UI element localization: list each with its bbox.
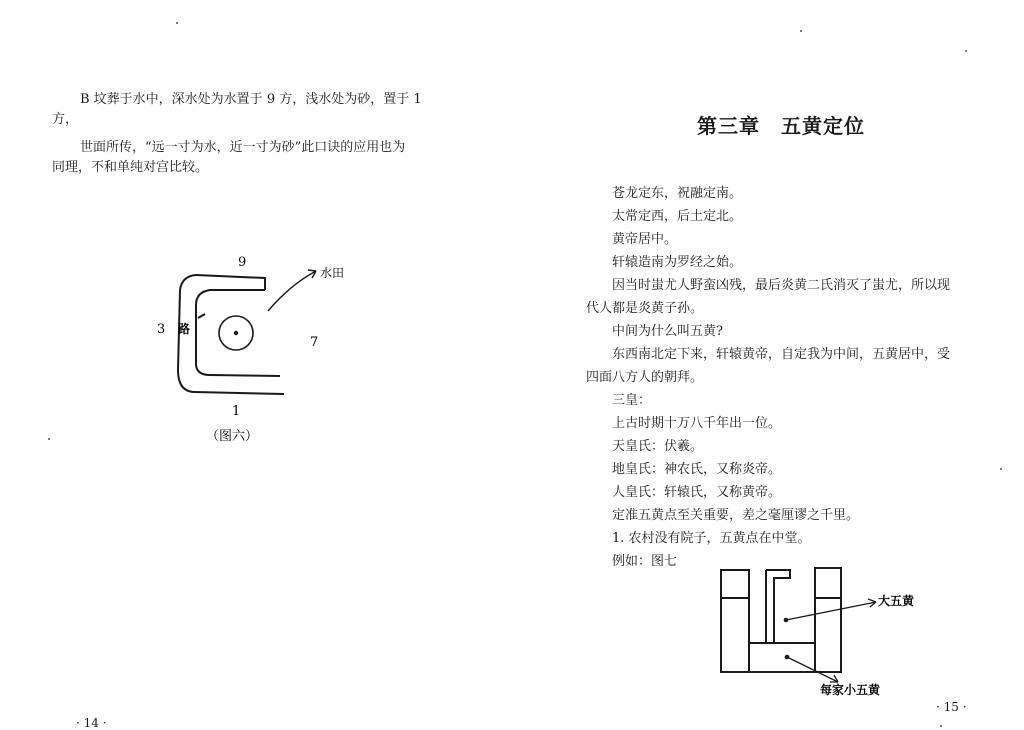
small-leader-line <box>787 657 838 682</box>
water-arrow-line <box>268 271 316 311</box>
scan-speck <box>1000 468 1002 470</box>
right-page <box>512 0 1024 730</box>
body-line: 代人都是炎黄子孙。 <box>586 301 704 316</box>
body-line: 东西南北定下来，轩辕黄帝，自定我为中间，五黄居中，受 <box>612 347 951 362</box>
big-leader-line <box>786 602 876 620</box>
water-field-label: 水田 <box>320 266 345 280</box>
label-nine: 9 <box>238 255 247 270</box>
body-line: 例如：图七 <box>612 554 678 569</box>
scan-speck <box>965 50 967 52</box>
right-column-room <box>815 568 841 672</box>
body-line: 定准五黄点至关重要，差之毫厘谬之千里。 <box>612 508 860 523</box>
body-line: 四面八方人的朝拜。 <box>586 370 704 385</box>
inner-left-wall-return <box>766 570 790 643</box>
body-line: 黄帝居中。 <box>612 232 678 247</box>
top-road-path <box>196 275 265 290</box>
scan-speck <box>800 30 802 32</box>
big-five-yellow-label: 大五黄 <box>878 594 915 608</box>
body-line: 天皇氏：伏羲。 <box>612 439 704 454</box>
label-one: 1 <box>232 404 241 419</box>
road-label: 路 <box>178 322 191 336</box>
figure-six <box>140 248 370 458</box>
para2-line1: 世面所传，“远一寸为水，近一寸为砂”此口诀的应用也为 <box>80 140 406 155</box>
figure-seven <box>712 560 922 700</box>
body-line: 因当时蚩尤人野蛮凶残，最后炎黄二氏消灭了蚩尤，所以现 <box>612 278 951 293</box>
page-number-right: · 15 · <box>936 700 967 714</box>
body-line: 中间为什么叫五黄? <box>612 324 723 339</box>
body-line: 轩辕造南为罗经之始。 <box>612 255 743 270</box>
para1-line2: 方， <box>52 112 79 127</box>
label-seven: 7 <box>310 335 319 350</box>
body-line: 苍龙定东，祝融定南。 <box>612 186 743 201</box>
para1-line1: B 坟葬于水中，深水处为水置于 9 方，浅水处为砂，置于 1 <box>80 92 422 107</box>
body-line: 地皇氏：神农氏，又称炎帝。 <box>612 462 782 477</box>
road-tick <box>198 314 205 318</box>
center-dot <box>234 331 238 335</box>
scan-speck <box>176 22 178 24</box>
scan-speck <box>940 725 942 727</box>
body-line: 人皇氏：轩辕氏，又称黄帝。 <box>612 485 782 500</box>
body-line: 太常定西，后土定北。 <box>612 209 743 224</box>
body-line: 三皇： <box>612 393 652 408</box>
left-column-room <box>721 570 749 672</box>
para2-line2: 同理，不和单纯对宫比较。 <box>52 160 209 175</box>
scan-speck <box>48 438 50 440</box>
chapter-title: 第三章 五黄定位 <box>697 114 865 138</box>
small-five-yellow-label: 每家小五黄 <box>820 683 881 697</box>
body-line: 1. 农村没有院子，五黄点在中堂。 <box>612 531 811 546</box>
label-three: 3 <box>157 322 166 337</box>
body-line: 上古时期十万八千年出一位。 <box>612 416 782 431</box>
figure-six-caption: （图六） <box>206 429 259 444</box>
page-number-left: · 14 · <box>76 716 107 730</box>
main-hall <box>749 643 815 672</box>
